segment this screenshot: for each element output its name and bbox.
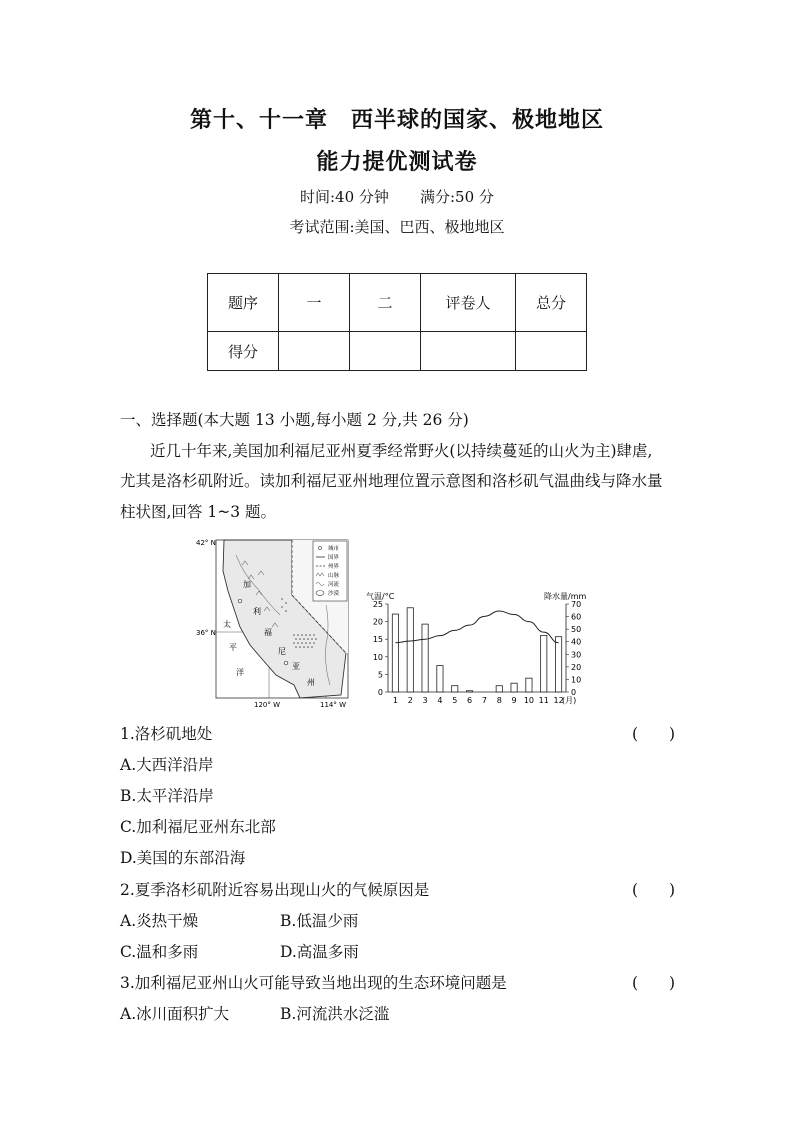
legend-item: 山脉 <box>328 573 340 579</box>
option[interactable]: D.高温多雨 <box>280 943 359 961</box>
state-char: 福 <box>264 628 272 637</box>
precipitation-bar <box>526 678 532 692</box>
lon-label-120: 120° W <box>254 701 281 709</box>
score-row-label: 得分 <box>208 332 279 371</box>
state-char: 利 <box>253 607 261 616</box>
legend-item: 州界 <box>328 564 340 570</box>
option[interactable]: B.河流洪水泛滥 <box>280 1005 390 1023</box>
section-heading: 一、选择题(本大题 13 小题,每小题 2 分,共 26 分) <box>120 411 469 429</box>
lat-label-42: 42° N <box>196 539 216 547</box>
question-stem: 3.加利福尼亚州山火可能导致当地出现的生态环境问题是 <box>120 974 507 992</box>
intro-line-3: 柱状图,回答 1~3 题。 <box>120 503 276 521</box>
precipitation-bar <box>466 691 472 692</box>
score-header: 题序 <box>208 274 279 332</box>
y-tick-label-left: 20 <box>372 617 383 627</box>
ocean-char: 太 <box>223 620 231 629</box>
score-header: 评卷人 <box>421 274 516 332</box>
full-score: 满分:50 分 <box>420 188 494 206</box>
y-tick-label-left: 0 <box>377 688 383 697</box>
precipitation-bar <box>511 683 517 692</box>
option[interactable]: A.冰川面积扩大 <box>120 1005 230 1023</box>
x-tick-label: 10 <box>523 696 535 705</box>
x-tick-label: 1 <box>392 696 398 705</box>
intro-line-2: 尤其是洛杉矶附近。读加利福尼亚州地理位置示意图和洛杉矶气温曲线与降水量 <box>120 472 663 490</box>
y-tick-label-right: 50 <box>571 625 582 635</box>
x-tick-label: 6 <box>467 696 473 705</box>
y-tick-label-right: 40 <box>571 637 582 647</box>
x-tick-label: 12 <box>553 696 564 705</box>
x-tick-label: 4 <box>437 696 443 705</box>
option[interactable]: A.大西洋沿岸 <box>120 756 214 774</box>
answer-bracket[interactable]: ( ) <box>632 974 676 992</box>
y-tick-label-right: 20 <box>571 662 582 672</box>
answer-bracket[interactable]: ( ) <box>632 725 676 743</box>
state-char: 亚 <box>292 662 300 671</box>
option[interactable]: C.加利福尼亚州东北部 <box>120 818 276 836</box>
california-map <box>196 535 358 710</box>
map-legend <box>313 541 347 601</box>
ylabel-right: 降水量/mm <box>544 592 587 601</box>
option[interactable]: A.炎热干燥 <box>120 912 199 930</box>
score-cell[interactable] <box>279 332 350 371</box>
exam-scope: 考试范围:美国、巴西、极地地区 <box>289 218 505 236</box>
lat-label-36: 36° N <box>196 629 216 637</box>
precipitation-bar <box>555 637 561 692</box>
x-unit-label: (月) <box>562 696 577 705</box>
ocean-char: 平 <box>229 643 237 652</box>
score-cell[interactable] <box>421 332 516 371</box>
score-cell[interactable] <box>516 332 587 371</box>
score-header: 总分 <box>516 274 587 332</box>
precipitation-bar <box>496 686 502 692</box>
y-tick-label-right: 60 <box>571 612 582 622</box>
time-limit: 时间:40 分钟 <box>300 188 389 206</box>
legend-item: 城市 <box>328 546 340 552</box>
y-tick-label-right: 10 <box>571 675 582 685</box>
title-line-1: 第十、十一章 西半球的国家、极地地区 <box>189 108 604 133</box>
legend-item: 国界 <box>328 555 340 561</box>
x-tick-label: 11 <box>538 696 549 705</box>
title-line-2: 能力提优测试卷 <box>316 150 478 175</box>
x-tick-label: 5 <box>452 696 458 705</box>
x-tick-label: 3 <box>422 696 428 705</box>
precipitation-bar <box>422 624 428 692</box>
state-char: 尼 <box>278 647 286 656</box>
y-tick-label-right: 70 <box>571 600 582 609</box>
temperature-line <box>395 611 558 643</box>
score-header: 二 <box>350 274 421 332</box>
precipitation-bar <box>407 608 413 692</box>
precipitation-bar <box>452 686 458 692</box>
option[interactable]: B.低温少雨 <box>280 912 359 930</box>
x-tick-label: 9 <box>511 696 517 705</box>
x-tick-label: 2 <box>407 696 413 705</box>
score-table <box>207 273 587 371</box>
y-tick-label-left: 5 <box>377 670 383 680</box>
legend-item: 沙漠 <box>328 591 340 597</box>
precipitation-bar <box>392 614 398 692</box>
score-cell[interactable] <box>350 332 421 371</box>
y-tick-label-right: 0 <box>571 688 577 697</box>
score-header: 一 <box>279 274 350 332</box>
y-tick-label-left: 10 <box>372 652 383 662</box>
state-char: 加 <box>243 580 251 589</box>
answer-bracket[interactable]: ( ) <box>632 881 676 899</box>
precipitation-bar <box>541 635 547 692</box>
state-char: 州 <box>307 678 315 687</box>
option[interactable]: C.温和多雨 <box>120 943 199 961</box>
question-stem: 2.夏季洛杉矶附近容易出现山火的气候原因是 <box>120 881 430 899</box>
option[interactable]: B.太平洋沿岸 <box>120 787 214 805</box>
legend-item: 河流 <box>328 582 340 588</box>
question-stem: 1.洛杉矶地处 <box>120 725 213 743</box>
x-tick-label: 8 <box>496 696 502 705</box>
precipitation-bar <box>437 666 443 692</box>
y-tick-label-right: 30 <box>571 650 582 660</box>
x-tick-label: 7 <box>481 696 487 705</box>
y-tick-label-left: 15 <box>372 635 383 645</box>
climate-chart <box>360 590 600 712</box>
y-tick-label-left: 25 <box>372 600 383 609</box>
option[interactable]: D.美国的东部沿海 <box>120 849 246 867</box>
lon-label-114: 114° W <box>320 701 347 709</box>
ocean-char: 洋 <box>236 668 244 677</box>
ylabel-left: 气温/°C <box>366 592 395 601</box>
intro-line-1: 近几十年来,美国加利福尼亚州夏季经常野火(以持续蔓延的山火为主)肆虐, <box>150 442 653 460</box>
